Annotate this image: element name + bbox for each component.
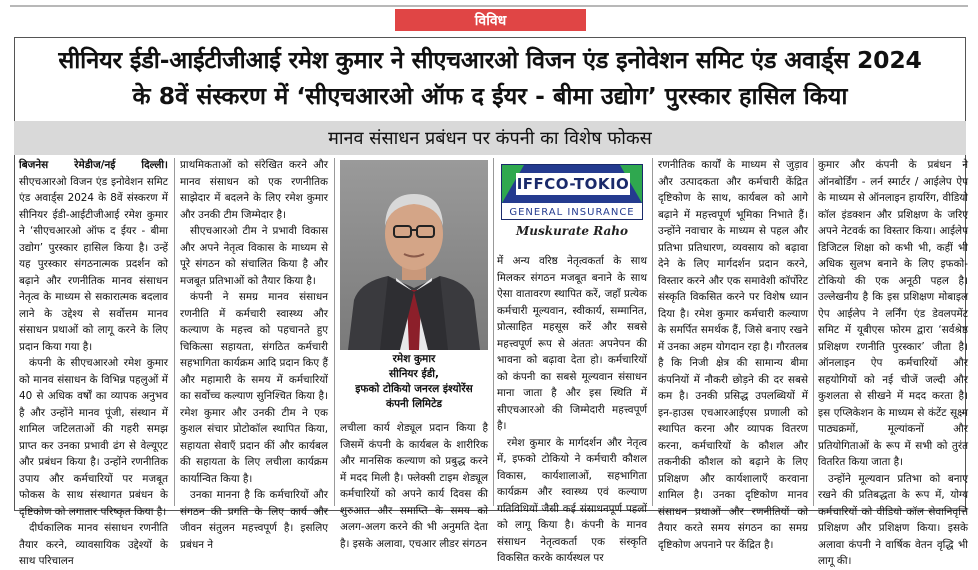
column-rule	[652, 158, 653, 506]
caption-name: रमेश कुमार	[392, 353, 436, 365]
col2-para-2: सीएचआरओ टीम ने प्रभावी विकास और अपने नेतृत्व विकास के माध्यम से पूरे संगठन को संचालित किया है और मजबूत प्रतिभाओं को तैयार किया है।	[180, 225, 328, 287]
column-rule	[813, 158, 814, 506]
company-logo	[497, 160, 647, 250]
logo-tagline: Muskurate Raho	[515, 224, 628, 238]
column-4	[497, 253, 647, 567]
dateline: बिजनेस रेमेडीज/नई दिल्ली।	[19, 159, 168, 171]
caption-company: इफको टोकियो जनरल इंश्योरेंस	[355, 383, 473, 395]
column-1	[19, 157, 168, 570]
column-2	[180, 157, 328, 553]
logo-box	[501, 164, 643, 220]
logo-brand: IFFCO-TOKIO	[516, 175, 630, 193]
caption-company-2: कंपनी लिमिटेड	[386, 398, 442, 410]
col5-para-1: रणनीतिक कार्यों के माध्यम से जुड़ाव और उत्पादकता और कर्मचारी केंद्रित दृष्टिकोण के साथ, कार्यबल को आगे बढ़ाने में महत्त्वपूर्ण भूमिका निभाते हैं। उन्होंने नवाचार के माध्यम से पहल और प्रतिभा प्रतिधारण, व्यवसाय को बढ़ावा देने के लिए मार्गदर्शन प्रदान करने, विस्तार करने और एक समावेशी कॉर्पोरेट संस्कृति विकसित करने पर विशेष ध्यान दिया है। रमेश कुमार कर्मचारी कल्याण के समर्पित समर्थक हैं, जिसे बनाए रखने में उनका अहम योगदान रहा है। गौरतलब है कि निजी क्षेत्र की सामान्य बीमा कंपनियों में नौकरी छोड़ने की दर सबसे कम है। उनकी प्रसिद्ध उपलब्धियों में इन-हाउस एचआरआईएस प्रणाली को स्थापित करना और व्यापक वितरण करना, कर्मचारियों के कौशल और तकनीकी कौशल को बढ़ाने के लिए प्रशिक्षण और कार्यशालाएँ करवाना शामिल है। उनका दृष्टिकोण मानव संसाधन प्रथाओं और रणनीतियों को तैयार करते समय संगठन का समग्र दृष्टिकोण अपनाने पर केंद्रित है।	[658, 159, 808, 551]
col6-para-2: उन्होंने मूल्यवान प्रतिभा को बनाए रखने की प्रतिबद्धता के रूप में, योग्य कर्मचारियों को वीडियो कॉल सेवानिवृत्ति प्रशिक्षण और प्रशिक्षण किया। इसके अलावा कंपनी ने वार्षिक वेतन वृद्धि भी लागू की।	[818, 472, 968, 567]
column-3	[340, 420, 488, 552]
col1-para-1	[19, 157, 168, 355]
col3-para-1: लचीला कार्य शेड्यूल प्रदान किया है जिसमें कंपनी के कार्यबल के शारीरिक और मानसिक कल्याण को प्रबुद्ध करने में मदद मिली है। फ्लेक्सी टाइम शेड्यूल कर्मचारियों को अपने कार्य दिवस की शुरुआत और समाप्ति के समय को अलग-अलग करने की भी अनुमति देता है। इसके अलावा, एचआर लीडर संगठन	[340, 422, 488, 550]
column-6	[818, 157, 968, 570]
headline	[14, 42, 966, 114]
portrait-illustration	[340, 160, 488, 350]
caption-title: सीनियर ईडी,	[389, 368, 439, 380]
headline-line-1: सीनियर ईडी-आईटीजीआई रमेश कुमार ने सीएचआरओ विजन एंड इनोवेशन समिट एंड अवार्ड्स 2024	[58, 46, 922, 74]
section-tag: विविध	[395, 9, 586, 31]
column-rule	[334, 158, 335, 506]
col4-para-2: रमेश कुमार के मार्गदर्शन और नेतृत्व में, इफको टोकियो ने कर्मचारी कौशल विकास, कार्यशालाओं, सहभागिता कार्यक्रम और स्वास्थ्य एवं कल्याण गतिविधियों जैसी कई संसाधनपूर्ण पहलों को लागू किया है। कंपनी के मानव संसाधन नेतृत्वकर्ता एक संस्कृति विकसित करके कार्यस्थल पर	[497, 436, 647, 564]
col4-para-1: में अन्य वरिष्ठ नेतृत्वकर्ता के साथ मिलकर संगठन मजबूत बनाने के साथ ऐसा वातावरण स्थापित करें, जहाँ प्रत्येक कर्मचारी मूल्यवान, स्वीकार्य, सम्मानित, प्रोत्साहित महसूस करें और सबसे महत्त्वपूर्ण रूप से अंततः अपनेपन की भावना को बढ़ावा देता हो। कर्मचारियों को कंपनी का सबसे मूल्यवान संसाधन माना जाता है और इस स्थिति में सीएचआरओ की जिम्मेदारी महत्त्वपूर्ण है।	[497, 255, 647, 432]
column-rule	[493, 158, 494, 506]
col1-para-2: कंपनी के सीएचआरओ रमेश कुमार को मानव संसाधन के विभिन्न पहलुओं में 40 से अधिक वर्षों का व्यापक अनुभव है और उन्होंने मानव पूंजी, संस्थान में शामिल जटिलताओं की गहरी समझ प्राप्त कर उनका प्रभावी ढंग से वेल्यूएट और प्रबंधन किया है। उन्होंने रणनीतिक उपाय और कर्मचारियों पर मजबूत फोकस के साथ संस्थागत प्रबंधन के दृष्टिकोण को लगातार परिष्कृत किया है।	[19, 357, 168, 518]
column-5	[658, 157, 808, 553]
headline-line-2: के 8वें संस्करण में ‘सीएचआरओ ऑफ द ईयर - बीमा उद्योग’ पुरस्कार हासिल किया	[132, 82, 848, 110]
top-rule	[10, 5, 968, 7]
col2-para-3: कंपनी ने समग्र मानव संसाधन रणनीति में कर्मचारी स्वास्थ्य और कल्याण के महत्त्व को पहचानते हुए चिकित्सा सहायता, संगठित कर्मचारी सहभागिता कार्यक्रम आदि प्रदान किए हैं और महामारी के समय में कर्मचारियों का सर्वोच्च कल्याण सुनिश्चित किया है। रमेश कुमार और उनकी टीम ने एक कुशल संचार प्रोटोकॉल स्थापित किया, सहायता सेवाएँ प्रदान कीं और कार्यबल की सहायता के लिए लचीला कार्यक्रम कार्यान्वित किया है।	[180, 291, 328, 485]
col2-para-1: प्राथमिकताओं को संरेखित करने और मानव संसाधन को एक रणनीतिक साझेदार में बदलने के लिए रमेश कुमार और उनकी टीम जिम्मेदार है।	[180, 159, 328, 221]
photo-caption	[340, 352, 488, 412]
col6-para-1: कुमार और कंपनी के प्रबंधन ने ऑनबोर्डिंग - लर्न स्मार्टर / आईलेप ऐप के माध्यम से ऑनलाइन हायरिंग, वीडियो कॉल इंडक्शन और प्रशिक्षण के जरिए अपने नेटवर्क का विस्तार किया। आईलेप डिजिटल शिक्षा को कभी भी, कहीं भी अधिक सुलभ बनाने के लिए इफको-टोकियो की एक अनूठी पहल है। उल्लेखनीय है कि इस प्रशिक्षण मोबाइल ऐप आईलेप ने लर्निंग एंड डेवलपमेंट समिट में यूबीएस फोरम द्वारा ‘सर्वश्रेष्ठ प्रशिक्षण रणनीति पुरस्कार’ जीता है। ऑनलाइन ऐप कर्मचारियों और सहयोगियों को नई चीजें जल्दी और कुशलता से सीखने में मदद करता है। इस एप्लिकेशन के माध्यम से कंटेंट सूक्ष्म पाठ्यक्रमों, मूल्यांकनों और प्रतियोगिताओं के रूप में सभी को तुरंत वितरित किया जाता है।	[818, 159, 968, 468]
portrait-photo	[340, 160, 488, 350]
column-rule	[174, 158, 175, 506]
col2-para-4: उनका मानना है कि कर्मचारियों और संगठन की प्रगति के लिए कार्य और जीवन संतुलन महत्त्वपूर्ण है। इसलिए प्रबंधन ने	[180, 489, 328, 551]
subheading-bar	[14, 121, 966, 155]
col1-para-1-text: सीएचआरओ विजन एंड इनोवेशन समिट एंड अवार्ड्स 2024 के 8वें संस्करण में सीनियर ईडी-आईटीजीआई रमेश कुमार ने ‘सीएचआरओ ऑफ द ईयर - बीमा उद्योग’ पुरस्कार हासिल किया है। उन्हें यह पुरस्कार संगठनात्मक प्रदर्शन को बढ़ाने और रणनीतिक मानव संसाधन नेतृत्व के माध्यम से सकारात्मक बदलाव लाने के उद्देश्य से सर्वोत्तम मानव संसाधन प्रथाओं को लागू करने के लिए प्रदान किया गया है।	[19, 175, 168, 353]
logo-subtitle: GENERAL INSURANCE	[509, 206, 635, 218]
subheading: मानव संसाधन प्रबंधन पर कंपनी का विशेष फोकस	[328, 128, 652, 149]
col1-para-3: दीर्घकालिक मानव संसाधन रणनीति तैयार करने, व्यावसायिक उद्देश्यों के साथ परिचालन	[19, 522, 168, 567]
